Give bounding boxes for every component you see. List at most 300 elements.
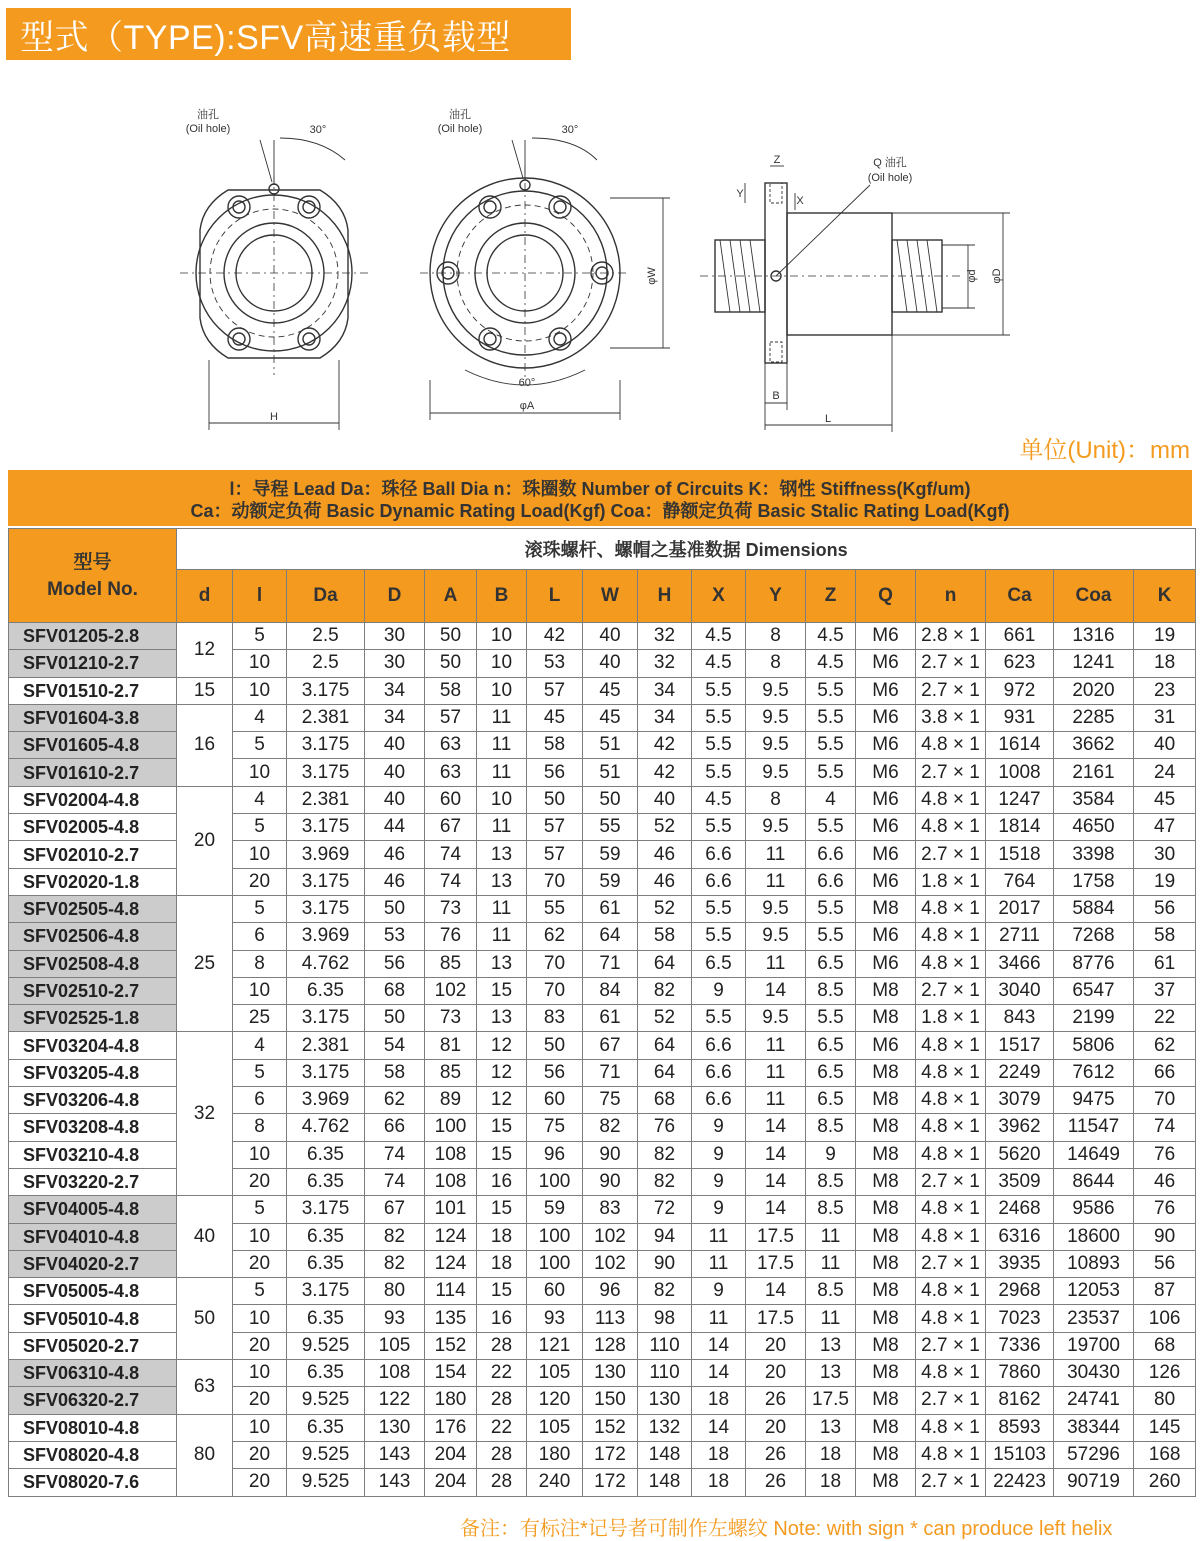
table-cell: 4.5	[692, 623, 746, 650]
table-cell: 5806	[1054, 1032, 1134, 1059]
table-cell: 3935	[986, 1250, 1054, 1277]
table-cell: M8	[856, 1141, 916, 1168]
table-cell: 89	[425, 1087, 477, 1114]
dim-phi-w-label: φW	[646, 267, 658, 285]
table-cell: 10	[233, 677, 287, 704]
table-cell: 148	[638, 1441, 692, 1468]
table-cell: 90	[1134, 1223, 1196, 1250]
table-cell: 57	[527, 814, 583, 841]
table-cell: 6.5	[806, 1032, 856, 1059]
table-cell: 5	[233, 814, 287, 841]
table-cell: 40	[583, 650, 638, 677]
table-cell: 6.6	[692, 1032, 746, 1059]
dim-l-label: L	[824, 413, 832, 425]
table-cell: 2.8 × 1	[916, 623, 986, 650]
table-cell: 70	[527, 950, 583, 977]
column-header: B	[477, 570, 527, 623]
table-cell: 71	[583, 950, 638, 977]
table-cell: 10	[233, 1223, 287, 1250]
table-cell: 18	[692, 1441, 746, 1468]
table-row	[9, 786, 1196, 813]
table-cell: 8.5	[806, 1196, 856, 1223]
model-cell: SFV03220-2.7	[9, 1168, 177, 1195]
table-cell: M6	[856, 923, 916, 950]
angle-30-1: 30°	[309, 124, 327, 136]
table-cell: 4.8 × 1	[916, 814, 986, 841]
table-cell: 145	[1134, 1414, 1196, 1441]
table-cell: 11	[477, 923, 527, 950]
table-cell: 180	[425, 1387, 477, 1414]
table-cell: 74	[425, 841, 477, 868]
table-cell: 8	[746, 623, 806, 650]
table-cell: M8	[856, 1196, 916, 1223]
table-cell: 20	[233, 1168, 287, 1195]
table-cell: 74	[365, 1141, 425, 1168]
table-cell: 9.5	[746, 895, 806, 922]
table-cell: 5.5	[692, 1005, 746, 1032]
table-cell: 130	[583, 1360, 638, 1387]
table-cell: 2.7 × 1	[916, 1469, 986, 1496]
table-cell: 11	[746, 841, 806, 868]
table-cell: 17.5	[746, 1250, 806, 1277]
diameter-cell: 20	[177, 786, 233, 895]
table-cell: 15	[477, 1141, 527, 1168]
table-cell: 4.5	[692, 650, 746, 677]
table-cell: 42	[527, 623, 583, 650]
table-cell: 57296	[1054, 1441, 1134, 1468]
oil-hole-en-2: (Oil hole)	[437, 123, 483, 135]
table-cell: 90	[638, 1250, 692, 1277]
table-cell: 6.6	[692, 1059, 746, 1086]
table-cell: 9	[692, 1196, 746, 1223]
diameter-cell: 40	[177, 1196, 233, 1278]
table-cell: 3.175	[287, 1196, 365, 1223]
table-cell: 3.175	[287, 677, 365, 704]
table-cell: 68	[365, 977, 425, 1004]
table-cell: 61	[1134, 950, 1196, 977]
table-cell: 11	[692, 1305, 746, 1332]
table-cell: 96	[583, 1278, 638, 1305]
table-cell: 4.5	[806, 623, 856, 650]
model-cell: SFV08010-4.8	[9, 1414, 177, 1441]
table-cell: 22423	[986, 1469, 1054, 1496]
table-cell: 58	[527, 732, 583, 759]
table-cell: 58	[425, 677, 477, 704]
table-cell: 7612	[1054, 1059, 1134, 1086]
table-cell: 2.7 × 1	[916, 977, 986, 1004]
table-cell: 5620	[986, 1141, 1054, 1168]
model-cell: SFV08020-4.8	[9, 1441, 177, 1468]
table-cell: 9	[692, 1278, 746, 1305]
table-cell: 9.525	[287, 1469, 365, 1496]
table-cell: 45	[583, 677, 638, 704]
table-cell: 11	[806, 1250, 856, 1277]
table-cell: 8776	[1054, 950, 1134, 977]
table-cell: 11	[746, 1087, 806, 1114]
table-cell: 85	[425, 1059, 477, 1086]
table-cell: 5.5	[692, 677, 746, 704]
table-cell: 76	[425, 923, 477, 950]
table-cell: 8644	[1054, 1168, 1134, 1195]
model-cell: SFV01610-2.7	[9, 759, 177, 786]
table-cell: 108	[425, 1168, 477, 1195]
table-cell: 90719	[1054, 1469, 1134, 1496]
table-cell: 5.5	[692, 704, 746, 731]
table-cell: M8	[856, 1305, 916, 1332]
model-cell: SFV01604-3.8	[9, 704, 177, 731]
table-cell: 10	[477, 623, 527, 650]
table-cell: 240	[527, 1469, 583, 1496]
table-cell: 59	[527, 1196, 583, 1223]
table-cell: 10	[477, 786, 527, 813]
table-cell: 3.175	[287, 1059, 365, 1086]
table-cell: 102	[583, 1250, 638, 1277]
dim-b-label: B	[772, 390, 780, 402]
model-header	[9, 529, 177, 623]
table-cell: 38344	[1054, 1414, 1134, 1441]
technical-drawings	[0, 80, 1200, 440]
table-cell: 135	[425, 1305, 477, 1332]
table-cell: 14	[746, 1114, 806, 1141]
table-cell: M8	[856, 1387, 916, 1414]
model-cell: SFV02506-4.8	[9, 923, 177, 950]
table-cell: 13	[806, 1414, 856, 1441]
table-cell: 61	[583, 1005, 638, 1032]
table-cell: 64	[583, 923, 638, 950]
table-cell: 58	[365, 1059, 425, 1086]
table-cell: 2.7 × 1	[916, 841, 986, 868]
table-cell: 6.6	[806, 841, 856, 868]
table-cell: 10893	[1054, 1250, 1134, 1277]
table-cell: 6.35	[287, 1168, 365, 1195]
table-cell: M6	[856, 650, 916, 677]
table-cell: 2.7 × 1	[916, 759, 986, 786]
table-cell: 10	[477, 650, 527, 677]
table-cell: 13	[477, 950, 527, 977]
table-cell: 9.525	[287, 1441, 365, 1468]
table-cell: 11	[692, 1223, 746, 1250]
table-cell: 17.5	[746, 1305, 806, 1332]
table-cell: M8	[856, 1360, 916, 1387]
table-cell: 47	[1134, 814, 1196, 841]
table-cell: M8	[856, 977, 916, 1004]
model-cell: SFV02020-1.8	[9, 868, 177, 895]
table-cell: 52	[638, 1005, 692, 1032]
table-cell: 3398	[1054, 841, 1134, 868]
diameter-cell: 32	[177, 1032, 233, 1196]
table-cell: 154	[425, 1360, 477, 1387]
table-cell: 9.5	[746, 923, 806, 950]
table-cell: 5	[233, 1059, 287, 1086]
dim-z-label: Z	[773, 154, 781, 166]
table-cell: 130	[365, 1414, 425, 1441]
table-cell: 6.35	[287, 1141, 365, 1168]
table-cell: 46	[1134, 1168, 1196, 1195]
table-cell: 40	[365, 786, 425, 813]
table-cell: 6.6	[806, 868, 856, 895]
table-cell: 30	[365, 650, 425, 677]
table-cell: 1758	[1054, 868, 1134, 895]
table-cell: 5	[233, 732, 287, 759]
model-cell: SFV01605-4.8	[9, 732, 177, 759]
table-row	[9, 677, 1196, 704]
table-cell: 2.7 × 1	[916, 1387, 986, 1414]
table-cell: 100	[527, 1223, 583, 1250]
table-cell: 10	[233, 841, 287, 868]
table-cell: 1518	[986, 841, 1054, 868]
table-cell: 4.8 × 1	[916, 1114, 986, 1141]
model-cell: SFV06320-2.7	[9, 1387, 177, 1414]
table-cell: 6.35	[287, 1305, 365, 1332]
dimensions-header: 滚珠螺杆、螺帽之基准数据 Dimensions	[177, 529, 1196, 570]
model-cell: SFV01510-2.7	[9, 677, 177, 704]
table-cell: 20	[233, 1469, 287, 1496]
table-cell: 11	[806, 1305, 856, 1332]
table-cell: 18	[692, 1469, 746, 1496]
table-cell: 73	[425, 895, 477, 922]
table-cell: 5.5	[806, 814, 856, 841]
table-cell: 67	[425, 814, 477, 841]
table-cell: 5.5	[806, 895, 856, 922]
table-cell: 60	[527, 1087, 583, 1114]
table-cell: 3.175	[287, 814, 365, 841]
model-cell: SFV03210-4.8	[9, 1141, 177, 1168]
table-cell: 13	[806, 1332, 856, 1359]
table-cell: 20	[746, 1360, 806, 1387]
model-cell: SFV04010-4.8	[9, 1223, 177, 1250]
table-cell: 105	[365, 1332, 425, 1359]
table-cell: 14	[746, 1196, 806, 1223]
table-cell: 76	[1134, 1141, 1196, 1168]
table-cell: 10	[233, 1360, 287, 1387]
table-cell: 56	[365, 950, 425, 977]
table-cell: 101	[425, 1196, 477, 1223]
table-cell: 5.5	[692, 759, 746, 786]
diameter-cell: 15	[177, 677, 233, 704]
table-cell: 108	[425, 1141, 477, 1168]
table-cell: 50	[425, 623, 477, 650]
table-cell: 4	[233, 704, 287, 731]
table-cell: 8.5	[806, 1114, 856, 1141]
table-cell: 172	[583, 1469, 638, 1496]
table-cell: 3.969	[287, 841, 365, 868]
table-cell: 5.5	[806, 732, 856, 759]
diameter-cell: 25	[177, 895, 233, 1031]
table-cell: 20	[233, 1387, 287, 1414]
model-cell: SFV05005-4.8	[9, 1278, 177, 1305]
dim-phi-a-label: φA	[519, 400, 535, 412]
table-cell: 11	[746, 1032, 806, 1059]
table-cell: 93	[527, 1305, 583, 1332]
table-cell: 5.5	[806, 677, 856, 704]
table-cell: 30	[365, 623, 425, 650]
table-cell: 120	[527, 1387, 583, 1414]
table-cell: 168	[1134, 1441, 1196, 1468]
table-cell: 1517	[986, 1032, 1054, 1059]
table-cell: 4.8 × 1	[916, 1278, 986, 1305]
dim-h-label: H	[270, 411, 278, 423]
table-cell: 143	[365, 1441, 425, 1468]
table-cell: 20	[233, 868, 287, 895]
table-cell: 44	[365, 814, 425, 841]
table-cell: 59	[583, 841, 638, 868]
table-cell: 100	[425, 1114, 477, 1141]
table-cell: 70	[527, 977, 583, 1004]
table-cell: 9.525	[287, 1387, 365, 1414]
table-cell: 82	[638, 1168, 692, 1195]
table-cell: 20	[746, 1332, 806, 1359]
table-cell: 74	[1134, 1114, 1196, 1141]
table-cell: 58	[638, 923, 692, 950]
oil-hole-cn-1: 油孔	[197, 109, 219, 121]
table-row	[9, 1196, 1196, 1223]
table-cell: 3.175	[287, 1278, 365, 1305]
dim-phi-d-small-label: φd	[966, 269, 978, 283]
table-cell: 22	[477, 1414, 527, 1441]
table-cell: 4.8 × 1	[916, 732, 986, 759]
table-cell: 18	[806, 1469, 856, 1496]
diameter-cell: 16	[177, 704, 233, 786]
table-cell: 260	[1134, 1469, 1196, 1496]
table-row	[9, 1032, 1196, 1059]
table-cell: M6	[856, 868, 916, 895]
table-cell: 152	[425, 1332, 477, 1359]
table-cell: M8	[856, 1087, 916, 1114]
table-cell: 51	[583, 759, 638, 786]
table-cell: 5	[233, 895, 287, 922]
table-cell: 76	[1134, 1196, 1196, 1223]
table-cell: 11	[477, 732, 527, 759]
model-header-en: Model No.	[47, 578, 138, 600]
table-cell: M6	[856, 732, 916, 759]
table-cell: 83	[583, 1196, 638, 1223]
page-title: 型式（TYPE):SFV高速重负载型	[20, 18, 511, 57]
table-cell: 6.35	[287, 1414, 365, 1441]
table-cell: M8	[856, 1059, 916, 1086]
table-cell: 105	[527, 1360, 583, 1387]
table-cell: 2.7 × 1	[916, 1250, 986, 1277]
model-cell: SFV02505-4.8	[9, 895, 177, 922]
table-cell: 110	[638, 1332, 692, 1359]
table-cell: 22	[1134, 1005, 1196, 1032]
table-cell: 64	[638, 1032, 692, 1059]
table-cell: 5.5	[692, 895, 746, 922]
table-cell: 11	[746, 1059, 806, 1086]
table-cell: 108	[365, 1360, 425, 1387]
table-cell: 4	[233, 1032, 287, 1059]
table-cell: 28	[477, 1387, 527, 1414]
table-cell: 80	[1134, 1387, 1196, 1414]
table-cell: M6	[856, 623, 916, 650]
model-cell: SFV05010-4.8	[9, 1305, 177, 1332]
table-cell: 9	[692, 1168, 746, 1195]
table-cell: 34	[638, 704, 692, 731]
table-cell: 16	[477, 1305, 527, 1332]
table-cell: 10	[233, 1414, 287, 1441]
table-cell: 23	[1134, 677, 1196, 704]
table-cell: 51	[583, 732, 638, 759]
spec-table	[8, 528, 1196, 1497]
q-oil-hole-cn: Q 油孔	[873, 157, 907, 169]
table-cell: 4.8 × 1	[916, 950, 986, 977]
table-cell: 4650	[1054, 814, 1134, 841]
table-cell: 4.8 × 1	[916, 1196, 986, 1223]
table-cell: 19700	[1054, 1332, 1134, 1359]
table-cell: 2.7 × 1	[916, 677, 986, 704]
table-cell: 50	[425, 650, 477, 677]
table-cell: 40	[365, 732, 425, 759]
table-cell: 5.5	[806, 704, 856, 731]
table-cell: M6	[856, 814, 916, 841]
table-cell: 13	[477, 841, 527, 868]
column-header: X	[692, 570, 746, 623]
column-header: n	[916, 570, 986, 623]
table-cell: 90	[583, 1141, 638, 1168]
table-cell: 6.5	[692, 950, 746, 977]
table-cell: 59	[583, 868, 638, 895]
table-cell: 6.6	[692, 841, 746, 868]
table-cell: 50	[365, 1005, 425, 1032]
table-cell: 50	[365, 895, 425, 922]
column-header: A	[425, 570, 477, 623]
table-cell: 11	[692, 1250, 746, 1277]
table-cell: 20	[746, 1414, 806, 1441]
table-cell: 14	[692, 1414, 746, 1441]
table-cell: 98	[638, 1305, 692, 1332]
dim-x-label: X	[796, 195, 804, 207]
table-cell: 2.5	[287, 650, 365, 677]
table-cell: 50	[527, 1032, 583, 1059]
table-cell: 128	[583, 1332, 638, 1359]
table-cell: 3040	[986, 977, 1054, 1004]
table-cell: 132	[638, 1414, 692, 1441]
title-bar	[6, 8, 571, 60]
table-cell: 8.5	[806, 977, 856, 1004]
table-cell: 62	[365, 1087, 425, 1114]
table-cell: 74	[365, 1168, 425, 1195]
table-cell: 55	[527, 895, 583, 922]
table-cell: 152	[583, 1414, 638, 1441]
table-cell: 20	[233, 1332, 287, 1359]
table-cell: 56	[1134, 895, 1196, 922]
legend-line-2: Ca：动额定负荷 Basic Dynamic Rating Load(Kgf) Coa：静额定负荷 Basic Stalic Rating Load(Kgf)	[190, 501, 1010, 521]
table-cell: M8	[856, 1250, 916, 1277]
table-cell: 64	[638, 1059, 692, 1086]
model-cell: SFV04020-2.7	[9, 1250, 177, 1277]
table-row	[9, 704, 1196, 731]
table-cell: 75	[527, 1114, 583, 1141]
table-cell: 2.7 × 1	[916, 1168, 986, 1195]
table-cell: 45	[583, 704, 638, 731]
table-cell: 105	[527, 1414, 583, 1441]
table-cell: 50	[583, 786, 638, 813]
table-cell: 34	[365, 704, 425, 731]
table-cell: 12	[477, 1087, 527, 1114]
table-cell: 66	[365, 1114, 425, 1141]
dim-y-label: Y	[736, 188, 744, 200]
table-cell: 13	[477, 868, 527, 895]
table-cell: 90	[583, 1168, 638, 1195]
table-cell: 8	[233, 950, 287, 977]
table-cell: 126	[1134, 1360, 1196, 1387]
table-cell: 764	[986, 868, 1054, 895]
column-header-row	[9, 570, 1196, 623]
q-oil-hole-en: (Oil hole)	[867, 172, 913, 184]
table-cell: 63	[425, 732, 477, 759]
model-cell: SFV08020-7.6	[9, 1469, 177, 1496]
table-cell: 70	[1134, 1087, 1196, 1114]
table-cell: 73	[425, 1005, 477, 1032]
